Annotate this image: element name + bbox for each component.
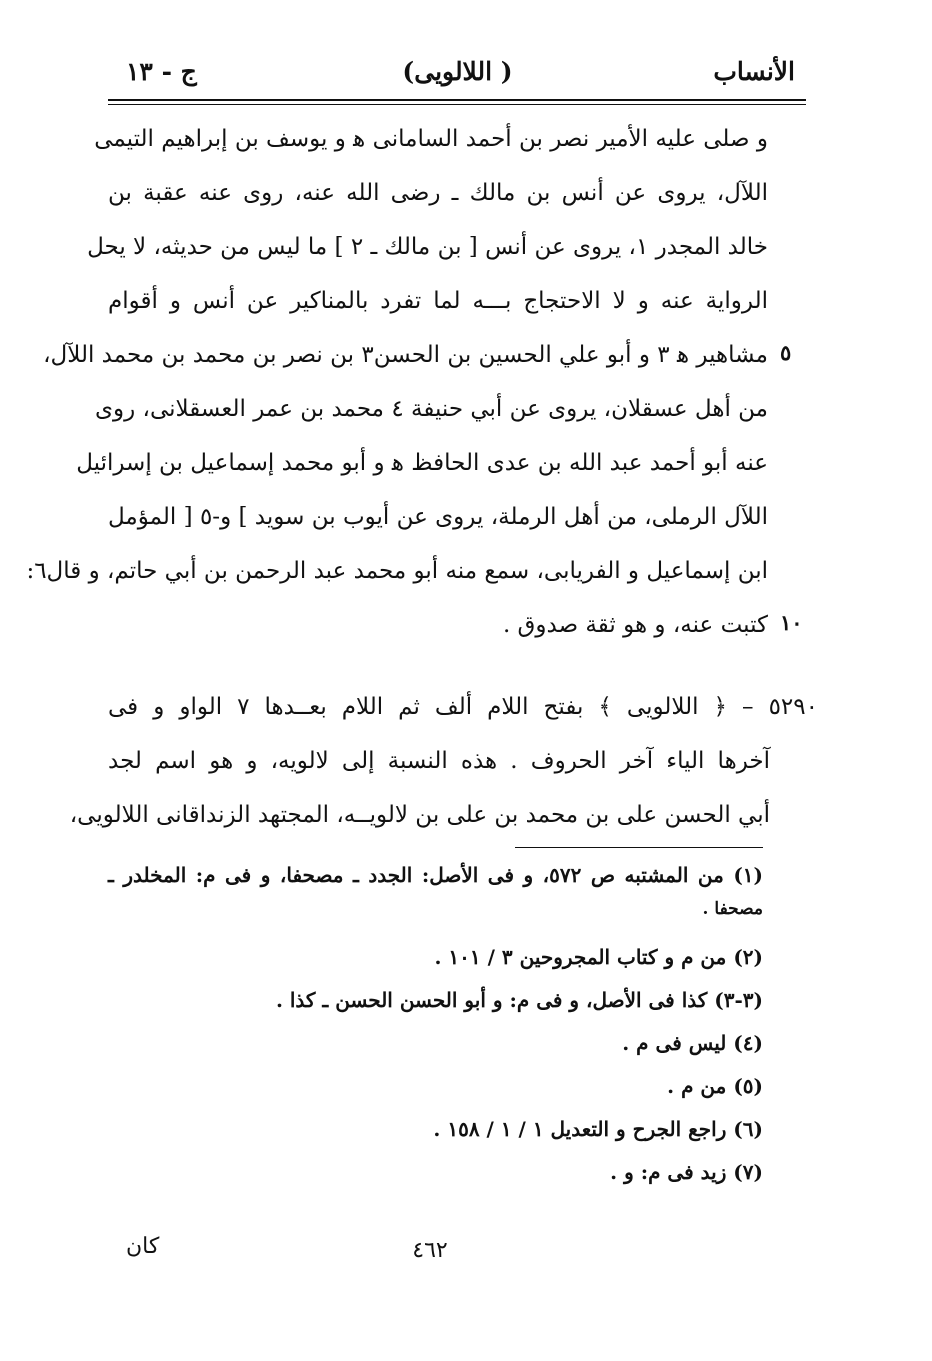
footnotes — [108, 856, 763, 1191]
text-line: كتبت عنه، و هو ثقة صدوق . — [502, 612, 768, 638]
book-title: الأنساب — [713, 57, 795, 86]
running-header — [110, 52, 805, 96]
footnote-1-continued: مصحفا . — [702, 899, 763, 919]
footnote-3: (٣-٣) كذا فى الأصل، و فى م: و أبو الحسن الحسن ـ كذا . — [275, 988, 763, 1012]
text-line: الرواية عنه و لا الاحتجاج بـــه لما تفرد بالمناكير عن أنس و أقوام — [108, 288, 768, 314]
text-line: و صلى عليه الأمير نصر بن أحمد السامانى ه‍ و يوسف بن إبراهيم التيمى — [94, 126, 768, 152]
entry-line: أبي الحسن على بن محمد بن على بن لالويــه، المجتهد الزنداقانى اللالويى، — [69, 802, 770, 828]
text-line: عنه أبو أحمد عبد الله بن عدى الحافظ ه‍ و أبو محمد إسماعيل بن إسرائيل — [76, 450, 768, 476]
text-line: ابن إسماعيل و الفريابى، سمع منه أبو محمد عبد الرحمن بن أبي حاتم، و قال٦: — [26, 558, 768, 584]
footnote-7: (٧) زيد فى م: و . — [610, 1160, 763, 1184]
text-line: اللآل الرملى، من أهل الرملة، يروى عن أيوب بن سويد ] و-٥ [ المؤمل — [108, 504, 768, 530]
header-entry-title: (اللالويى ) — [402, 57, 513, 86]
footnote-4: (٤) ليس فى م . — [622, 1031, 763, 1055]
volume-number: ج - ١٣ — [126, 57, 197, 86]
text-line: اللآل، يروى عن أنس بن مالك ـ رضى الله عنه، روى عنه عقبة بن — [108, 180, 768, 206]
line-number-10: ١٠ — [780, 610, 803, 635]
text-line: من أهل عسقلان، يروى عن أبي حنيفة ٤ محمد بن عمر العسقلانى، روى — [95, 396, 768, 422]
footnote-6: (٦) راجع الجرح و التعديل ١ / ١ / ١٥٨ . — [433, 1117, 763, 1141]
line-number-5: ٥ — [780, 340, 792, 365]
main-text — [26, 112, 768, 652]
entry-line: ٥٢٩٠ – ﴿ اللالويى ﴾ بفتح اللام ألف ثم اللام بعــدها ٧ الواو و فى — [108, 694, 818, 720]
entry-line: آخرها الياء آخر الحروف . هذه النسبة إلى لالويه، و هو اسم لجد — [108, 748, 770, 774]
footnote-2: (٢) من م و كتاب المجروحين ٣ / ١٠١ . — [434, 945, 763, 969]
catchword: كان — [126, 1234, 160, 1259]
footnote-separator — [515, 847, 763, 848]
footnote-1: (١) من المشتبه ص ٥٧٢، و فى الأصل: الجدد ـ مصحفا، و فى م: المخلدر ـ — [108, 863, 764, 887]
header-rule-thick — [108, 99, 806, 101]
text-line: خالد المجدر ١، يروى عن أنس [ بن مالك ـ ٢ ] ما ليس من حديثه، لا يحل — [87, 234, 768, 260]
header-rule-thin — [108, 104, 806, 105]
entry-5290 — [69, 680, 818, 842]
page-number: ٤٦٢ — [412, 1238, 448, 1263]
text-line: مشاهير ه‍ ٣ و أبو علي الحسين بن الحسن٣ بن نصر بن محمد بن محمد اللآل، — [43, 342, 768, 368]
footnote-5: (٥) من م . — [667, 1074, 763, 1098]
